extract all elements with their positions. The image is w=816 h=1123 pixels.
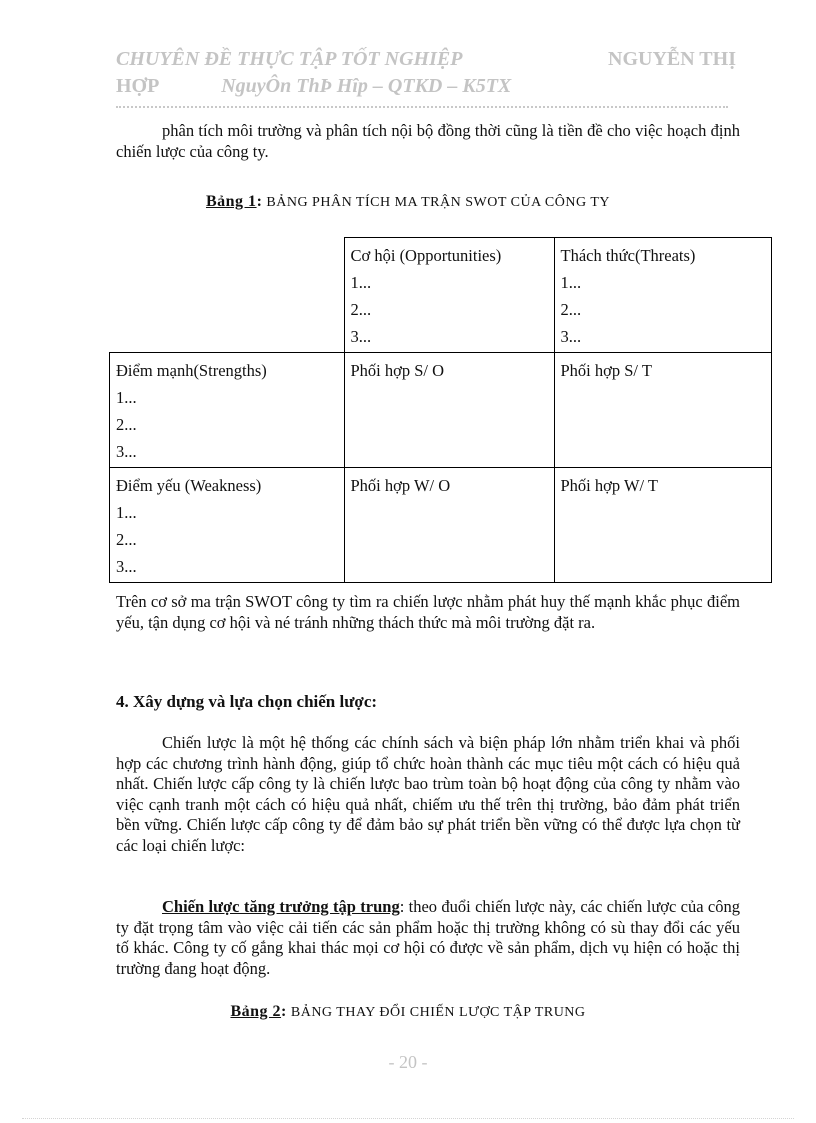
footer-divider [22,1118,794,1119]
weakness-cell [110,468,345,583]
list-item: 2... [116,415,137,434]
swot-conclusion: Trên cơ sở ma trận SWOT công ty tìm ra chiến lược nhằm phát huy thế mạnh khắc phục điểm yếu, tận dụng cơ hội và né tránh những thách thức mà môi trường đặt ra. [116,592,740,632]
wt-cell [554,468,771,583]
swot-empty-cell [110,238,345,353]
opportunities-cell [344,238,554,353]
list-item: 3... [350,327,372,346]
intro-paragraph: phân tích môi trường và phân tích nội bộ đồng thời cũng là tiền đề cho việc hoạch định chiến lược của công ty. [116,121,740,161]
list-item: 1... [350,273,372,292]
wt-label: Phối hợp W/ T [560,476,659,495]
so-cell [344,353,554,468]
list-item: 1... [116,388,137,407]
strengths-header: Điểm mạnh(Strengths) [116,361,267,380]
list-item: 2... [116,530,137,549]
list-item: 3... [116,442,137,461]
list-item: 1... [560,273,582,292]
table2-colon: : [281,1003,287,1020]
table2-title: BẢNG THAY ĐỔI CHIẾN LƯỢC TẬP TRUNG [290,1005,586,1020]
table1-title: BẢNG PHÂN TÍCH MA TRẬN SWOT CỦA CÔNG TY [266,195,611,210]
threats-header: Thách thức(Threats) [560,246,696,265]
table2-label: Bảng 2 [230,1003,282,1020]
header-subtitle: NguyÔn ThÞ Hîp – QTKD – K5TX [221,75,512,97]
list-item: 2... [560,300,582,319]
wo-cell [344,468,554,583]
wo-label: Phối hợp W/ O [350,476,451,495]
header-author: NGUYỄN THỊ [608,48,736,70]
table2-caption [0,1003,816,1021]
growth-text: : theo đuổi chiến lược này, các chiến lược của công ty đặt trọng tâm vào việc cải tiến các sản phẩm hoặc thị trường không có sù thay đổi các yếu tố khác. Công ty cố gắng khai thác mọi cơ hội có được về sản phẩm, dịch vụ hiện có hoặc thị trường đang hoạt động. [116,897,741,978]
growth-term: Chiến lược tăng trưởng tập trung [162,897,400,916]
header-divider [116,106,728,108]
list-item: 2... [350,300,372,319]
growth-paragraph [116,897,740,979]
strengths-cell [110,353,345,468]
weakness-header: Điểm yếu (Weakness) [116,476,262,495]
st-cell [554,353,771,468]
so-label: Phối hợp S/ O [350,361,445,380]
table1-colon: : [256,193,263,210]
list-item: 3... [116,557,137,576]
page-number: - 20 - [388,1052,428,1072]
header-title: CHUYÊN ĐỀ THỰC TẬP TỐT NGHIỆP [116,48,463,70]
threats-cell [554,238,771,353]
swot-row-weakness [110,468,772,583]
opportunities-header: Cơ hội (Opportunities) [350,246,502,265]
swot-row-strengths [110,353,772,468]
section4-paragraph: Chiến lược là một hệ thống các chính sách và biện pháp lớn nhằm triển khai và phối hợp các chương trình hành động, giúp tổ chức hoàn thành các mục tiêu một cách có hiệu quả nhất. Chiến lược cấp công ty là chiến lược bao trùm toàn bộ hoạt động của công ty nhằm vào việc cạnh tranh một cách có hiệu quả nhất, chiếm ưu thế trên thị trường, bảo đảm phát triển bền vững. Chiến lược cấp công ty để đảm bảo sự phát triển bền vững có thể được lựa chọn từ các loại chiến lược: [116,733,740,855]
page-header [116,46,736,100]
swot-row-header [110,238,772,353]
st-label: Phối hợp S/ T [560,361,652,380]
section-heading: 4. Xây dựng và lựa chọn chiến lược: [116,692,378,711]
table1-caption [0,193,816,211]
list-item: 1... [116,503,137,522]
table1-label: Bảng 1 [205,193,257,210]
header-author-cont: HỢP [116,75,159,97]
swot-table [109,237,772,583]
list-item: 3... [560,327,582,346]
